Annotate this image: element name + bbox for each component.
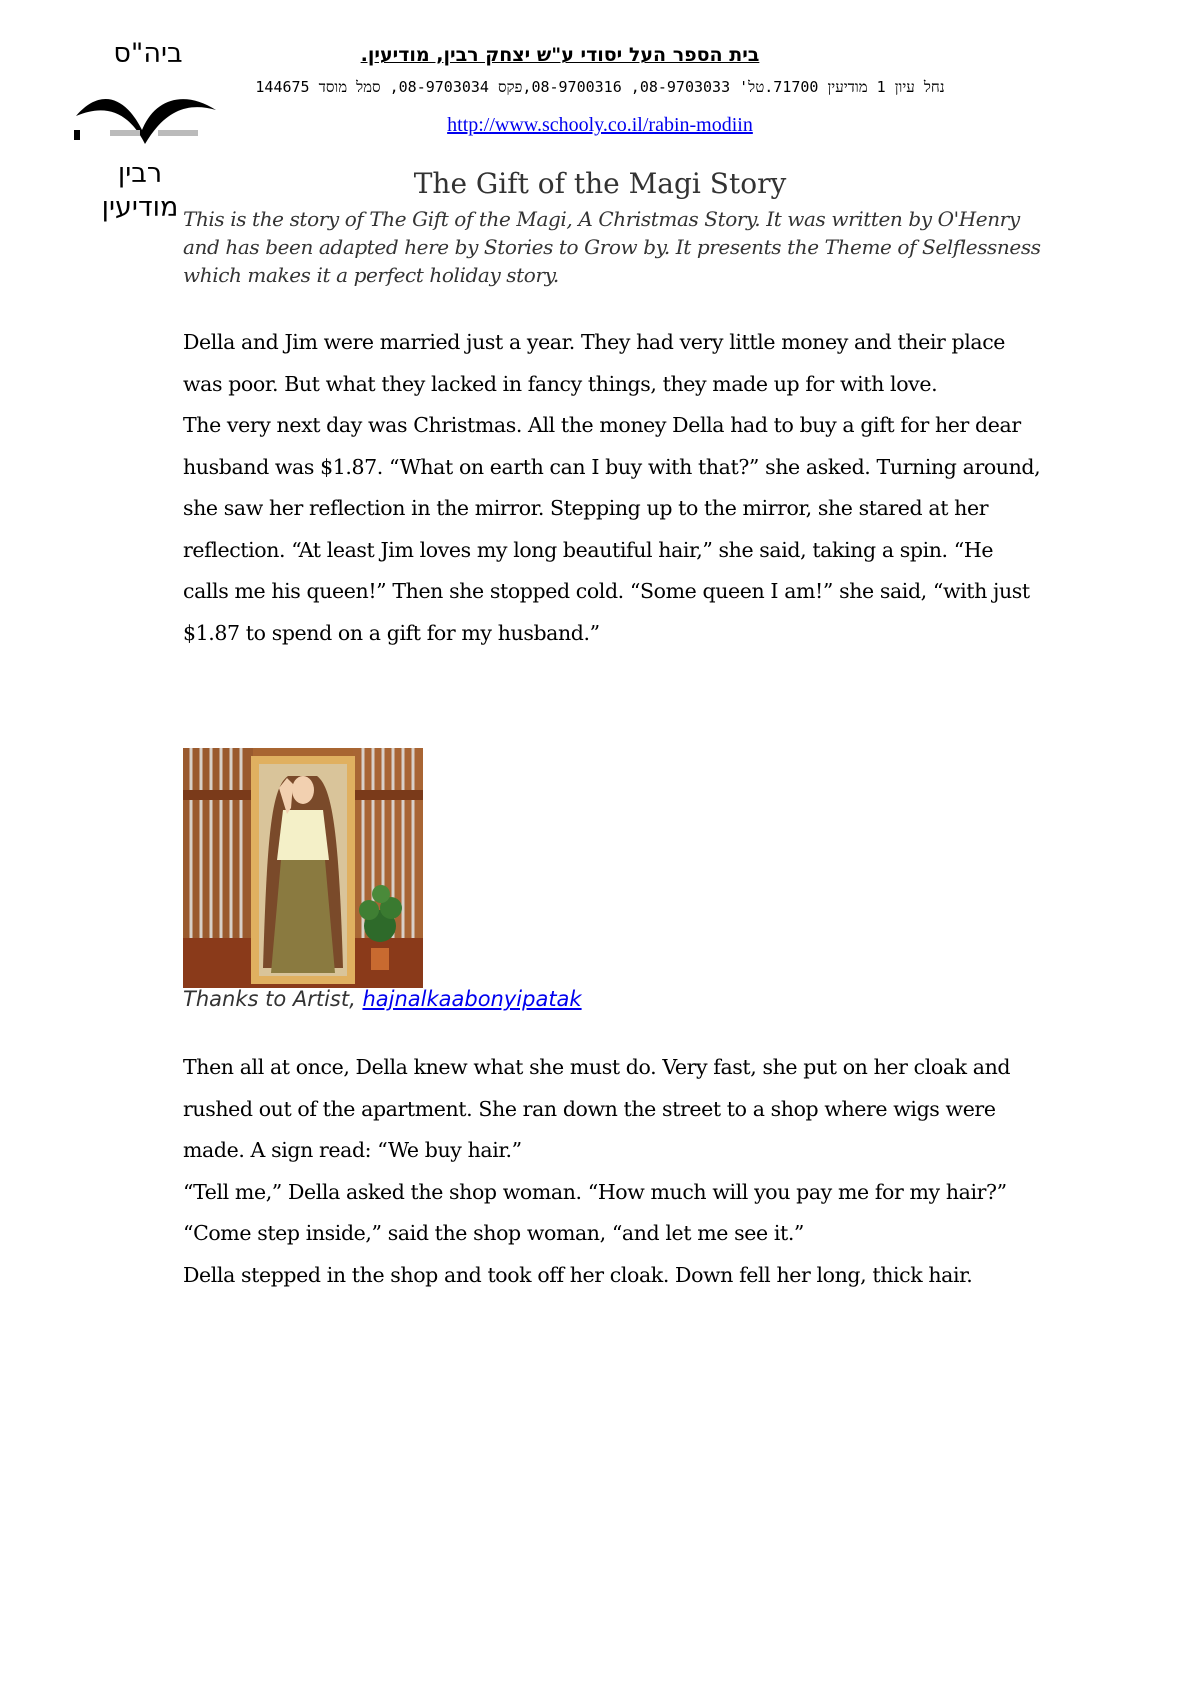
logo-text-middle: רבין xyxy=(117,158,163,189)
logo-text-top: ביה"ס xyxy=(113,38,183,69)
story-paragraph: The very next day was Christmas. All the money Della had to buy a gift for her dear husband was $1.87. “What on earth can I buy with that?” she asked. Turning around, she saw her reflection in the mirror. Stepping up to the mirror, she stared at her reflection. “At least Jim loves my long beautiful hair,” she said, taking a spin. “He calls me his queen!” Then she stopped cold. “Some queen I am!” she said, “with just $1.87 to spend on a gift for my husband.” xyxy=(183,413,1041,645)
story-paragraph: Then all at once, Della knew what she must do. Very fast, she put on her cloak and rushed out of the apartment. She ran down the street to a shop where wigs were made. A sign read: “We buy hair.” xyxy=(183,1055,1011,1162)
school-website-link[interactable]: http://www.schooly.co.il/rabin-modiin xyxy=(447,114,753,136)
page-title: The Gift of the Magi Story xyxy=(413,167,787,200)
story-paragraph: Della and Jim were married just a year. They had very little money and their place was poor. But what they lacked in fancy things, they made up for with love. xyxy=(183,330,1006,396)
story-paragraph: Della stepped in the shop and took off her cloak. Down fell her long, thick hair. xyxy=(183,1262,973,1287)
school-name: בית הספר העל יסודי ע"ש יצחק רבין, מודיעין. xyxy=(360,44,760,66)
school-address: נחל עיון 1 מודיעין 71700.טל' 08-9703033, 08-9700316,פקס 08-9703034, סמל מוסד 144675 xyxy=(255,78,945,96)
artist-link[interactable]: hajnalkaabonyipatak xyxy=(362,987,582,1011)
della-mirror-illustration xyxy=(183,748,423,988)
logo-text-bottom: מודיעין xyxy=(101,192,179,223)
bird-logo-icon xyxy=(70,86,220,156)
story-paragraph: “Come step inside,” said the shop woman, “and let me see it.” xyxy=(183,1221,805,1245)
story-section-2 xyxy=(183,1047,1043,1296)
intro-paragraph: This is the story of The Gift of the Magi, A Christmas Story. It was written by O'Henry and has been adapted here by Stories to Grow by. It presents the Theme of Selflessness which makes it a perfect holiday story. xyxy=(183,207,1041,287)
story-section-1 xyxy=(183,322,1043,654)
caption-prefix: Thanks to Artist, xyxy=(183,987,363,1011)
story-paragraph: “Tell me,” Della asked the shop woman. “How much will you pay me for my hair?” xyxy=(183,1179,1007,1204)
illustration-caption xyxy=(183,987,783,1011)
